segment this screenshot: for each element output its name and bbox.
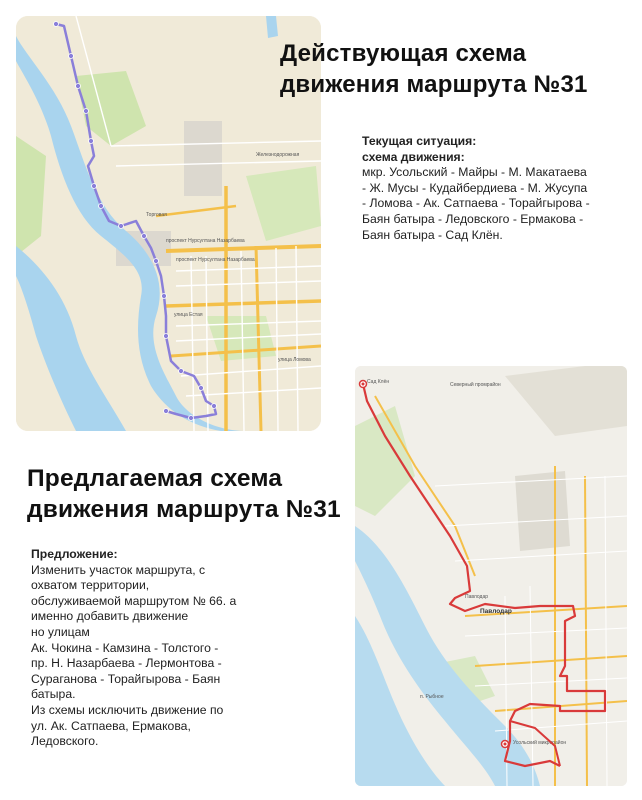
proposal-line: Ледовского.	[31, 734, 99, 749]
street-label: улица Ломова	[278, 357, 311, 363]
current-title-line1: Действующая схема	[280, 40, 527, 67]
industrial-area	[184, 121, 222, 196]
current-route-line-text: Баян батыра - Ледовского - Ермакова -	[362, 211, 584, 226]
current-heading-1: Текущая ситуация:	[362, 134, 477, 148]
proposal-text	[31, 547, 286, 750]
proposed-route-map-svg	[355, 366, 627, 786]
proposal-line: именно добавить движение	[31, 609, 189, 624]
current-route-map	[16, 16, 321, 431]
proposal-line: обслуживаемой маршрутом № 66. а	[31, 593, 237, 608]
current-scheme-title	[280, 38, 588, 100]
proposed-scheme-title	[27, 463, 341, 525]
current-route-line-text: мкр. Усольский - Майры - М. Макатаева	[362, 165, 587, 180]
place-label: Усольский микрорайон	[513, 740, 567, 746]
current-situation-text	[362, 134, 632, 243]
city-label: Павлодар	[480, 608, 512, 615]
current-route-map-svg	[16, 16, 321, 431]
place-label: Северный промрайон	[450, 382, 501, 388]
street-label: проспект Нурсултана Назарбаева	[176, 257, 255, 263]
proposal-line: пр. Н. Назарбаева - Лермонтова -	[31, 656, 222, 671]
proposal-heading: Предложение:	[31, 547, 118, 561]
proposal-line: Ак. Чокина - Камзина - Толстого -	[31, 640, 219, 655]
current-heading-2: схема движения:	[362, 149, 465, 164]
street-label: Железнодорожная	[256, 152, 300, 158]
lake	[266, 16, 278, 38]
current-route-line-text: - Ж. Мусы - Кудайбердиева - М. Жусупа	[362, 180, 588, 195]
current-title-line2: движения маршрута №31	[280, 71, 588, 98]
proposal-line: батыра.	[31, 687, 76, 702]
current-route-line-text: - Ломова - Ак. Сатпаева - Торайгырова -	[362, 196, 590, 211]
street-label: проспект Нурсултана Назарбаева	[166, 238, 245, 244]
proposal-line: ул. Ак. Сатпаева, Ермакова,	[31, 718, 191, 733]
place-label: п. Рыбное	[420, 694, 444, 700]
place-label: Павлодар	[465, 594, 489, 600]
proposed-route-map	[355, 366, 627, 786]
proposal-line: охватом территории,	[31, 578, 150, 593]
proposed-title-line2: движения маршрута №31	[27, 496, 341, 523]
current-route-line-text: Баян батыра - Сад Клён.	[362, 227, 503, 242]
proposal-line: Из схемы исключить движение по	[31, 702, 224, 717]
proposal-line: но улицам	[31, 624, 90, 639]
industrial-area	[515, 471, 570, 551]
street-label: Торговая	[146, 212, 167, 218]
proposal-line: Сураганова - Торайгырова - Баян	[31, 671, 221, 686]
proposed-title-line1: Предлагаемая схема	[27, 465, 283, 492]
proposal-line: Изменить участок маршрута, с	[31, 562, 206, 577]
street-label: улица Естая	[174, 312, 203, 318]
place-label: Сад Клён	[367, 379, 390, 385]
